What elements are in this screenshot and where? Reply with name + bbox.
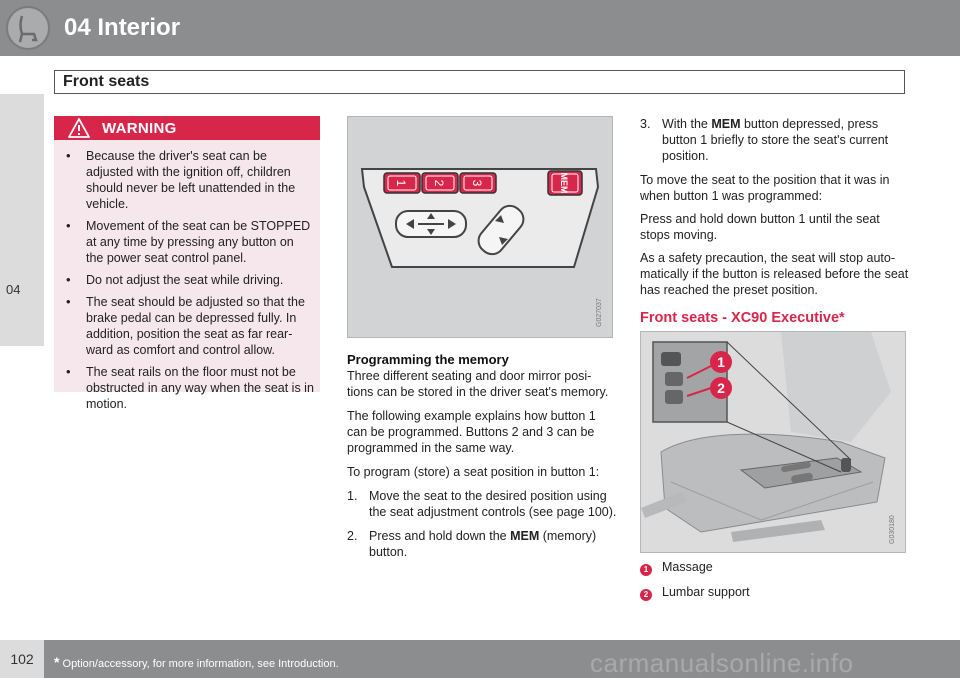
seat-slide-control	[396, 211, 466, 237]
legend-badge: 1	[640, 564, 652, 576]
warning-item: • Movement of the seat can be STOPPED at any time by pressing any button on the power seat control panel.	[64, 218, 314, 266]
legend-text: Massage	[662, 560, 713, 574]
step-number: 1.	[347, 489, 358, 503]
mem-button-label: MEM	[559, 172, 569, 194]
warning-title: WARNING	[102, 120, 177, 137]
footer-asterisk: *	[54, 654, 60, 670]
callout-1	[710, 351, 732, 373]
step-text-end: button depressed, press button 1 briefly to store the seat's current position.	[662, 117, 889, 163]
figure-code: G027037	[596, 298, 603, 327]
button-1-label: 1	[394, 179, 408, 187]
mem-keyword: MEM	[510, 529, 540, 543]
executive-seat-drawing	[641, 332, 905, 552]
memory-intro: Three different seating and door mirror posi-tions can be stored in the driver seat's memory.	[347, 369, 609, 399]
memory-button-1	[384, 173, 420, 193]
seat-control-panel-illustration	[347, 116, 613, 338]
button-2-label: 2	[432, 179, 446, 187]
chapter-title: 04 Interior	[64, 14, 181, 41]
control-panel-drawing	[348, 117, 612, 337]
footer-note-text: Option/accessory, for more information, see Introduction.	[59, 658, 339, 670]
executive-heading: Front seats - XC90 Executive*	[640, 310, 845, 326]
seat-icon	[6, 6, 50, 50]
step-text: Press and hold down the	[369, 529, 511, 543]
step-text-end: (memory) button.	[369, 529, 597, 559]
callout-2	[710, 377, 732, 399]
button-3-label: 3	[470, 179, 484, 187]
mem-keyword: MEM	[711, 117, 741, 131]
step-1	[347, 488, 617, 520]
chapter-tab-label: 04	[6, 282, 21, 297]
memory-section	[347, 352, 617, 568]
memory-heading: Programming the memory	[347, 352, 509, 367]
recall-text-3: As a safety precaution, the seat will stop auto-matically if the button is released before the seat has reached the preset position.	[640, 251, 909, 297]
watermark: carmanualsonline.info	[590, 648, 854, 678]
page-number: 102	[0, 640, 44, 678]
step-number: 2.	[347, 529, 358, 543]
warning-item: • The seat rails on the floor must not be obstructed in any way when the seat is in motion.	[64, 364, 314, 412]
legend-item	[640, 560, 910, 585]
step-text: Move the seat to the desired position using the seat adjustment controls (see page 100).	[369, 489, 617, 519]
mem-button	[548, 171, 582, 195]
callout-1-label: 1	[717, 354, 725, 370]
step-text: With the	[662, 117, 712, 131]
chapter-side-tab	[0, 94, 44, 344]
callout-2-label: 2	[717, 380, 725, 396]
recall-section	[640, 116, 910, 326]
warning-box	[54, 116, 320, 411]
memory-example: The following example explains how button 1 can be programmed. Buttons 2 and 3 can be programmed in the same way.	[347, 409, 596, 455]
step-3	[640, 116, 910, 164]
memory-button-2	[422, 173, 458, 193]
step-number: 3.	[640, 117, 651, 131]
memory-program-text: To program (store) a seat position in button 1:	[347, 465, 600, 479]
page-header	[0, 0, 960, 56]
warning-item: • Do not adjust the seat while driving.	[64, 272, 314, 288]
figure-legend	[640, 560, 910, 610]
section-bar	[54, 70, 905, 94]
legend-badge: 2	[640, 589, 652, 601]
side-divider	[0, 344, 44, 346]
step-2	[347, 528, 617, 560]
legend-item	[640, 585, 910, 610]
warning-item: • The seat should be adjusted so that the brake pedal can be depressed fully. In addition, position the seat as far rear-ward as comfort and control allow.	[64, 294, 314, 358]
warning-item: • Because the driver's seat can be adjusted with the ignition off, children should never be left unattended in the vehicle.	[64, 148, 314, 212]
executive-seat-illustration	[640, 331, 906, 553]
memory-button-3	[460, 173, 496, 193]
figure-code: G030180	[889, 515, 896, 544]
recall-text-1: To move the seat to the position that it was in when button 1 was programmed:	[640, 173, 890, 203]
warning-list	[64, 148, 314, 418]
warning-header	[54, 116, 320, 140]
recall-text-2: Press and hold down button 1 until the seat stops moving.	[640, 212, 880, 242]
warning-triangle-icon	[68, 118, 90, 138]
footer-note	[54, 654, 339, 670]
legend-text: Lumbar support	[662, 585, 750, 599]
section-title: Front seats	[63, 73, 150, 90]
